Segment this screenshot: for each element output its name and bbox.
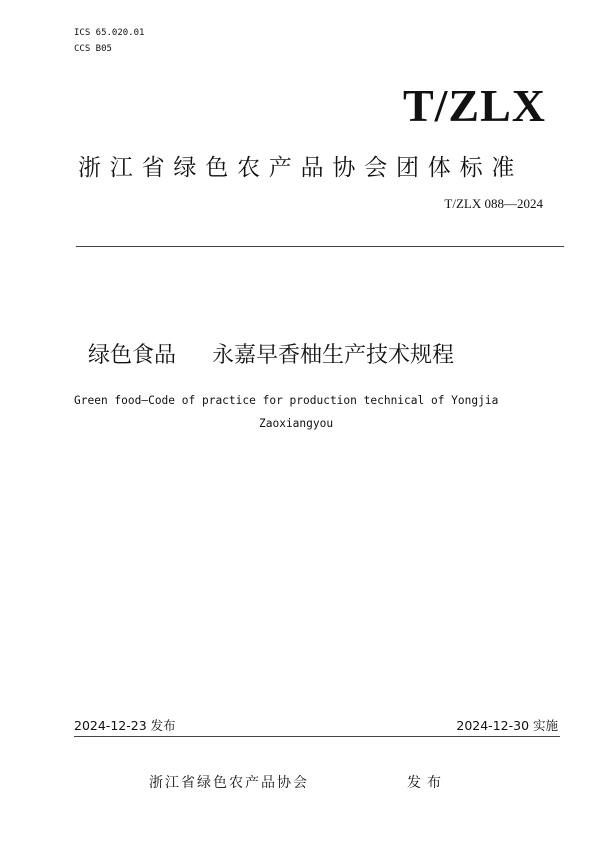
publisher-name: 浙江省绿色农产品协会	[149, 775, 309, 791]
publish-label: 发布	[407, 775, 447, 791]
bottom-divider	[74, 736, 560, 737]
english-title-line-1: Green food—Code of practice for production technical of Yongjia	[74, 394, 499, 407]
standard-number: T/ZLX 088—2024	[444, 196, 543, 211]
ics-code: ICS 65.020.01	[74, 28, 145, 38]
issue-date: 2024-12-23 发布	[74, 718, 176, 733]
chinese-title	[88, 342, 454, 370]
chinese-title-category: 绿色食品	[88, 343, 177, 368]
organization-title: 浙江省绿色农产品协会团体标准	[78, 155, 524, 181]
english-title-line-2: Zaoxiangyou	[259, 417, 334, 430]
ccs-code: CCS B05	[74, 44, 112, 54]
implementation-date: 2024-12-30 实施	[456, 718, 558, 733]
top-divider	[76, 246, 564, 247]
chinese-title-subject: 永嘉早香柚生产技术规程	[212, 343, 455, 368]
standard-logo: T/ZLX	[402, 80, 546, 131]
